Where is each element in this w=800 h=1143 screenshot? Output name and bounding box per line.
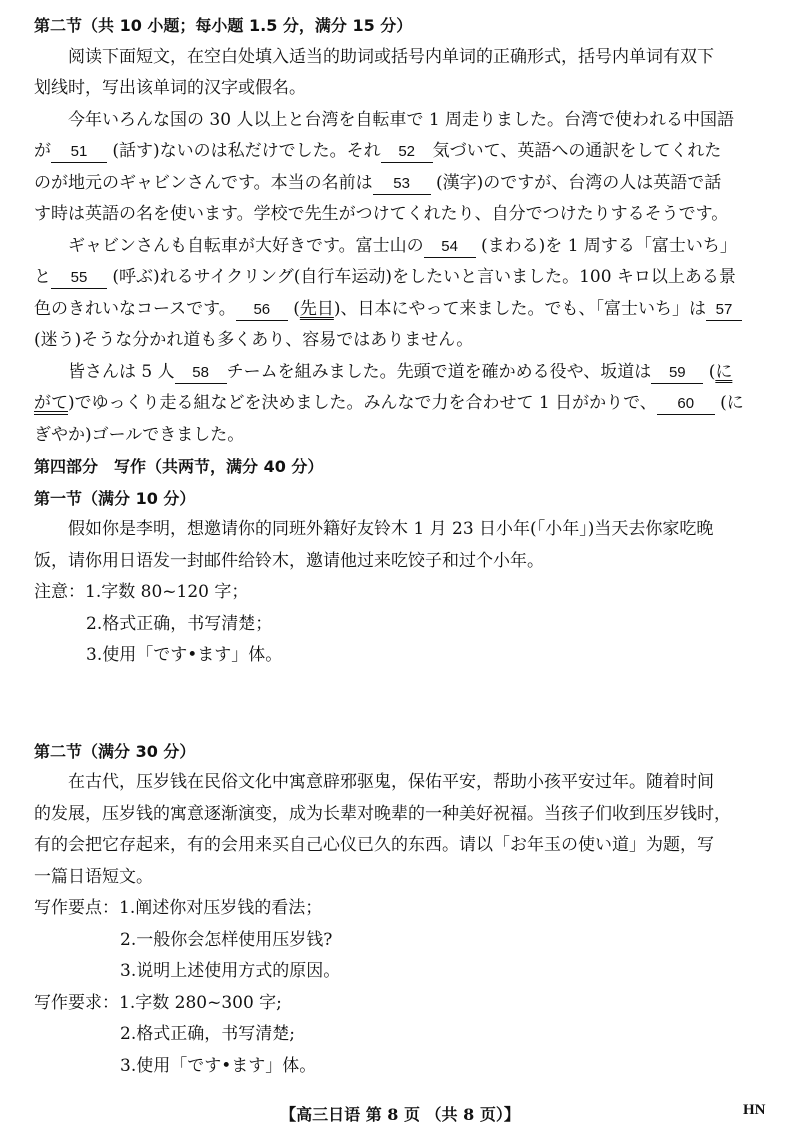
passage-text: 色のきれいなコースです。 bbox=[34, 298, 236, 319]
passage-line bbox=[34, 294, 770, 326]
passage-text: チームを組みました。先頭で道を確かめる役や、坂道は bbox=[226, 361, 652, 382]
writing-section1-heading: 第一节（满分 10 分） bbox=[34, 488, 196, 508]
prompt-line: 在古代，压岁钱在民俗文化中寓意辟邪驱鬼，保佑平安，帮助小孩平安过年。随着时间 bbox=[68, 772, 714, 792]
passage-text: ( bbox=[708, 361, 716, 382]
passage-line: 今年いろんな国の 30 人以上と台湾を自転車で 1 周走りました。台湾で使われる中国語 bbox=[68, 109, 735, 130]
passage-text: (漢字)のですが、台湾の人は英語で話 bbox=[436, 172, 722, 193]
passage-text: が bbox=[34, 141, 51, 161]
instruction-line: 划线时，写出该单词的汉字或假名。 bbox=[34, 78, 306, 98]
region-code: HN bbox=[743, 1102, 766, 1118]
answer-blank-58[interactable]: 58 bbox=[175, 363, 227, 384]
answer-blank-55[interactable]: 55 bbox=[51, 268, 107, 289]
answer-blank-59[interactable]: 59 bbox=[651, 363, 703, 384]
part4-heading: 第四部分 写作（共两节，满分 40 分） bbox=[34, 457, 324, 476]
double-underlined-word: 先日 bbox=[299, 298, 334, 319]
double-underlined-word: に bbox=[715, 361, 733, 382]
passage-text: )、日本にやって来ました。でも、「富士いち」は bbox=[333, 298, 706, 319]
prompt-line: 一篇日语短文。 bbox=[34, 866, 153, 887]
answer-blank-51[interactable]: 51 bbox=[51, 142, 107, 163]
passage-text: と bbox=[34, 267, 51, 287]
prompt-line: 假如你是李明，想邀请你的同班外籍好友铃木 1 月 23 日小年(「小年」)当天去你家吃晚 bbox=[68, 519, 714, 539]
passage-line: す時は英語の名を使います。学校で先生がつけてくれたり、自分でつけたりするそうです。 bbox=[34, 204, 729, 224]
passage-text: (まわる)を 1 周する「富士いち」 bbox=[481, 235, 737, 256]
note-item: 3.使用「です•ます」体。 bbox=[86, 645, 283, 665]
passage-line bbox=[34, 231, 770, 263]
writing-point: 3.说明上述使用方式的原因。 bbox=[120, 961, 341, 981]
writing-point: 1.阐述你对压岁钱的看法； bbox=[119, 898, 323, 918]
passage-text: (呼ぶ)れるサイクリング(自行车运动)をしたいと言いました。100 キロ以上ある景 bbox=[112, 267, 736, 287]
answer-blank-52[interactable]: 52 bbox=[381, 142, 433, 163]
answer-blank-60[interactable]: 60 bbox=[657, 394, 715, 415]
spacer bbox=[34, 672, 770, 736]
answer-blank-53[interactable]: 53 bbox=[373, 174, 431, 195]
prompt-line: 的发展，压岁钱的寓意逐渐演变，成为长辈对晚辈的一种美好祝福。当孩子们收到压岁钱时， bbox=[34, 803, 731, 824]
answer-blank-56[interactable]: 56 bbox=[236, 300, 288, 321]
passage-text: のが地元のギャビンさんです。本当の名前は bbox=[34, 172, 373, 193]
note-label: 注意： bbox=[34, 582, 85, 602]
writing-requirements-line bbox=[34, 988, 770, 1020]
writing-point: 2.一般你会怎样使用压岁钱? bbox=[120, 929, 333, 950]
passage-line: ぎやか)ゴールできました。 bbox=[34, 424, 245, 445]
passage-line bbox=[34, 262, 770, 294]
writing-section2-heading: 第二节（满分 30 分） bbox=[34, 741, 196, 761]
writing-points-label: 写作要点： bbox=[34, 898, 119, 918]
double-underlined-word: がて bbox=[34, 393, 68, 413]
prompt-line: 有的会把它存起来，有的会用来买自己心仪已久的东西。请以「お年玉の使い道」为题，写 bbox=[34, 835, 714, 855]
passage-line bbox=[34, 136, 770, 168]
passage-line bbox=[34, 168, 770, 200]
answer-blank-57[interactable]: 57 bbox=[706, 300, 742, 321]
note-line bbox=[34, 577, 770, 609]
passage-text: ( bbox=[293, 298, 300, 319]
passage-text: 皆さんは 5 人 bbox=[68, 361, 175, 382]
passage-text: (話す)ないのは私だけでした。それ bbox=[112, 141, 381, 161]
page-footer: 【高三日语 第 8 页 （共 8 页）】 bbox=[280, 1105, 520, 1124]
writing-points-line bbox=[34, 893, 770, 925]
prompt-line: 饭，请你用日语发一封邮件给铃木，邀请他过来吃饺子和过个小年。 bbox=[34, 550, 544, 571]
note-item: 1.字数 80~120 字； bbox=[85, 582, 249, 602]
passage-line bbox=[34, 388, 770, 420]
passage-text: 気づいて、英語への通訳をしてくれた bbox=[432, 141, 722, 161]
passage-text: )でゆっくり走る組などを決めました。みんなで力を合わせて 1 日がかりで、 bbox=[68, 393, 657, 413]
passage-text: ギャビンさんも自転車が大好きです。富士山の bbox=[68, 235, 424, 256]
passage-line bbox=[34, 357, 770, 389]
exam-page bbox=[34, 10, 770, 1082]
writing-requirement: 3.使用「です•ます」体。 bbox=[120, 1055, 317, 1076]
note-item: 2.格式正确，书写清楚； bbox=[86, 613, 273, 634]
writing-requirements-label: 写作要求： bbox=[34, 992, 119, 1013]
writing-requirement: 1.字数 280~300 字; bbox=[119, 992, 282, 1013]
passage-text: (に bbox=[720, 393, 744, 413]
answer-blank-54[interactable]: 54 bbox=[424, 237, 476, 258]
instruction-line: 阅读下面短文，在空白处填入适当的助词或括号内单词的正确形式，括号内单词有双下 bbox=[68, 46, 714, 67]
passage-line: (迷う)そうな分かれ道も多くあり、容易ではありません。 bbox=[34, 330, 474, 350]
section2-heading: 第二节（共 10 小题；每小题 1.5 分，满分 15 分） bbox=[34, 16, 413, 35]
writing-requirement: 2.格式正确，书写清楚; bbox=[120, 1024, 295, 1044]
